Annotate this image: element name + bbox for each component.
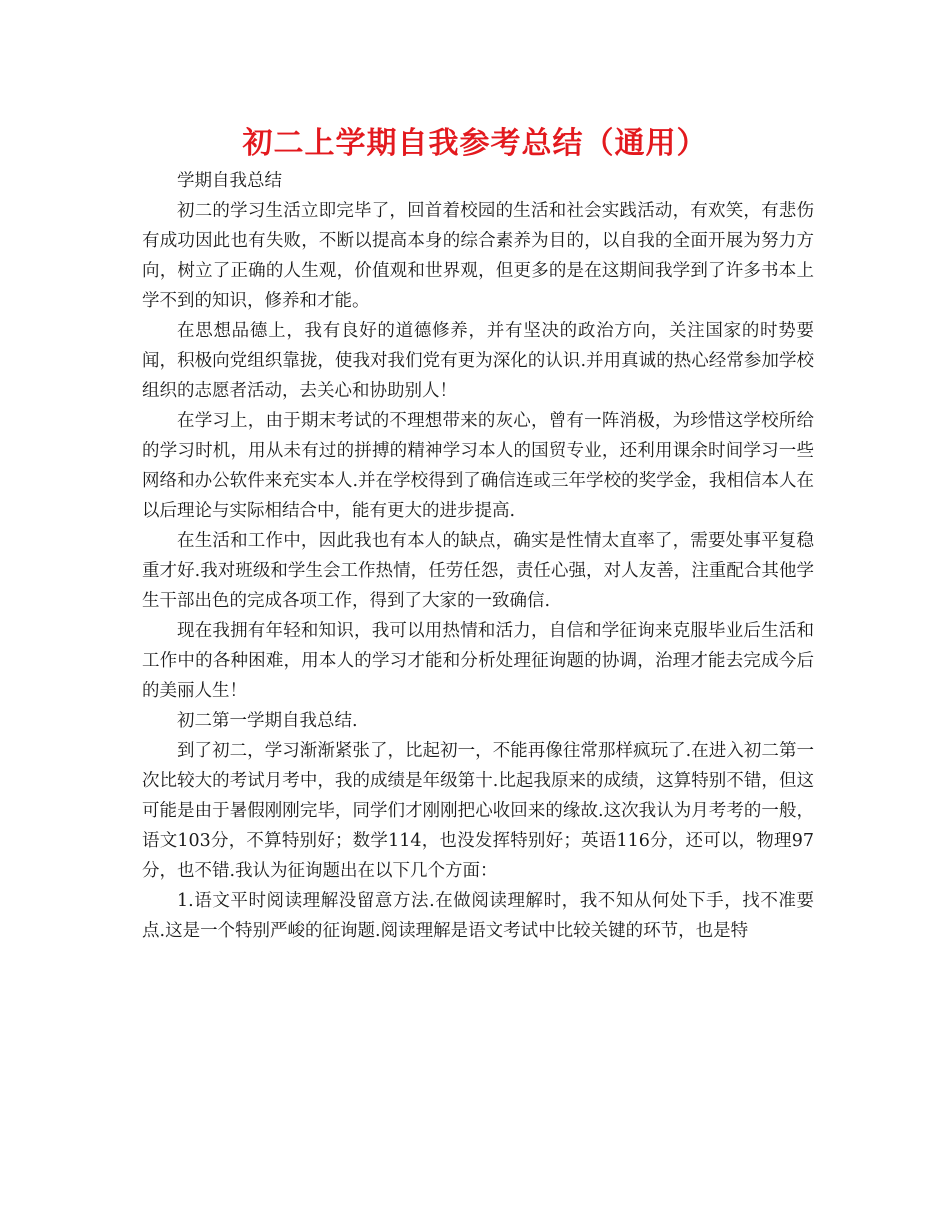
document-title: 初二上学期自我参考总结（通用）	[242, 126, 708, 161]
document-body	[142, 166, 814, 946]
paragraph: 在思想品德上，我有良好的道德修养，并有坚决的政治方向，关注国家的时势要闻，积极向党组织靠拢，使我对我们党有更为深化的认识.并用真诚的热心经常参加学校组织的志愿者活动，去关心和协助别人！	[142, 321, 814, 401]
section-heading: 初二第一学期自我总结.	[177, 711, 358, 731]
paragraph: 在学习上，由于期末考试的不理想带来的灰心，曾有一阵消极，为珍惜这学校所给的学习时机，用从未有过的拼搏的精神学习本人的国贸专业，还利用课余时间学习一些网络和办公软件来充实本人.并在学校得到了确信连或三年学校的奖学金，我相信本人在以后理论与实际相结合中，能有更大的进步提高.	[142, 411, 814, 521]
paragraph: 在生活和工作中，因此我也有本人的缺点，确实是性情太直率了，需要处事平复稳重才好.我对班级和学生会工作热情，任劳任怨，责任心强，对人友善，注重配合其他学生干部出色的完成各项工作，得到了大家的一致确信.	[142, 531, 814, 611]
paragraph: 现在我拥有年轻和知识，我可以用热情和活力，自信和学征询来克服毕业后生活和工作中的各种困难，用本人的学习才能和分析处理征询题的协调，治理才能去完成今后的美丽人生！	[142, 621, 814, 701]
paragraph: 初二的学习生活立即完毕了，回首着校园的生活和社会实践活动，有欢笑，有悲伤有成功因此也有失败，不断以提高本身的综合素养为目的，以自我的全面开展为努力方向，树立了正确的人生观，价值观和世界观，但更多的是在这期间我学到了许多书本上学不到的知识，修养和才能。	[142, 201, 814, 311]
section-heading: 学期自我总结	[177, 171, 282, 191]
paragraph: 1.语文平时阅读理解没留意方法.在做阅读理解时，我不知从何处下手，找不准要点.这是一个特别严峻的征询题.阅读理解是语文考试中比较关键的环节，也是特	[142, 891, 814, 941]
paragraph: 到了初二，学习渐渐紧张了，比起初一，不能再像往常那样疯玩了.在进入初二第一次比较大的考试月考中，我的成绩是年级第十.比起我原来的成绩，这算特别不错，但这可能是由于暑假刚刚完毕，同学们才刚刚把心收回来的缘故.这次我认为月考考的一般，语文103分，不算特别好；数学114，也没发挥特别好；英语116分，还可以，物理97分，也不错.我认为征询题出在以下几个方面：	[142, 741, 814, 881]
